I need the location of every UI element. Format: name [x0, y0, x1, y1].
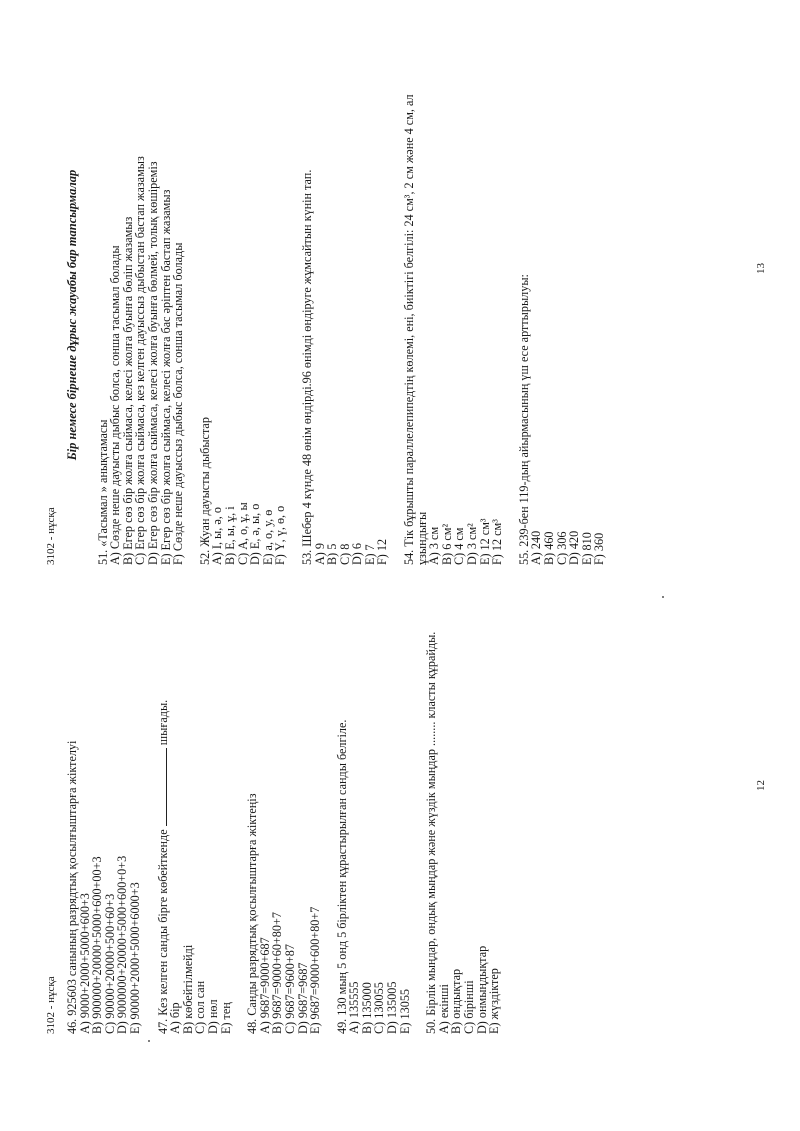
- answer-option: B) 900000+20000+5000+600+00+3: [90, 856, 105, 1034]
- page-header: 3102 - нұсқа: [45, 507, 57, 565]
- answer-option: D) 9000000+20000+5000+600+0+3: [115, 855, 130, 1034]
- answer-option: E) Егер сөз бір жолға сыймаса, келесі жолға бас әріптен бастап жазамыз: [158, 189, 173, 565]
- fill-in-blank: [156, 748, 167, 826]
- question-50: [425, 584, 501, 1034]
- scan-speck: [662, 596, 664, 598]
- answer-option: A) 240: [529, 530, 544, 565]
- answer-option: D) онмыңдықтар: [474, 945, 489, 1034]
- answer-option: D) 6: [350, 542, 365, 565]
- question-47: [156, 584, 233, 1034]
- answer-option: E) 13055: [397, 988, 412, 1034]
- answer-option: D) 3 см²: [465, 523, 480, 565]
- answer-option: C) 9687=9600+87: [282, 944, 297, 1034]
- page-number: 13: [755, 263, 767, 274]
- question-48: [246, 584, 322, 1034]
- question-list: [66, 65, 620, 565]
- question-stem: 48. Санды разрядтық қосылғыштарға жіктеңіз: [245, 793, 260, 1034]
- answer-option: B) 9687=9000+60+80+7: [270, 912, 285, 1034]
- answer-option: E) тең: [218, 1002, 233, 1034]
- answer-option: A) 3 см: [427, 526, 442, 565]
- answer-option: B) 6 см²: [439, 523, 454, 565]
- question-52: [199, 65, 287, 565]
- answer-option: D) 9687=9687: [295, 962, 310, 1034]
- page-12: [0, 571, 800, 1131]
- question-stem: 49. 130 мың 5 онд 5 бірліктен құрастырылған санды белгіле.: [334, 719, 349, 1034]
- answer-option: A) 9: [312, 542, 327, 565]
- answer-option: E) 12 см³: [477, 518, 492, 565]
- answer-option: C) А, о, ұ, ы: [235, 502, 250, 565]
- question-list: [66, 584, 515, 1034]
- question-stem-end: шығады.: [155, 699, 170, 746]
- answer-option: D) 420: [567, 530, 582, 565]
- answer-option: C) 8: [337, 543, 352, 565]
- answer-option: A) І, ы, ә, о: [210, 507, 225, 565]
- answer-option: F) Сөзде неше дауыссыз дыбыс болса, сонша тасымал болады: [171, 242, 186, 565]
- scan-speck: [148, 1040, 150, 1042]
- answer-option: C) 90000+20000+500+60+3: [102, 893, 117, 1034]
- question-stem: 51. «Тасымал » анықтамасы: [95, 419, 110, 565]
- answer-option: A) бір: [168, 1002, 183, 1034]
- answer-option: E) 810: [579, 532, 594, 565]
- answer-option: A) екінші: [436, 984, 451, 1034]
- answer-option: C) 306: [554, 531, 569, 565]
- answer-option: D) Е, ә, ы, о: [248, 503, 263, 565]
- answer-option: D) 135005: [385, 981, 400, 1034]
- answer-option: A) 9000+2000+5000+600+3: [77, 893, 92, 1034]
- answer-option: D) Егер сөз бір жолға сыймаса, келесі жолға буынға бөлмей, толық көшіреміз: [145, 161, 160, 565]
- question-55: [518, 65, 606, 565]
- question-49: [336, 584, 412, 1034]
- answer-option: E) 7: [362, 544, 377, 565]
- answer-option: F) 12: [375, 538, 390, 565]
- question-stem: 53. Шебер 4 күнде 48 өнім өндірді.96 өнімді өндіруге жұмсайтын күнін тап.: [299, 169, 314, 565]
- page-header: 3102 - нұсқа: [45, 976, 57, 1034]
- question-stem: 46. 925603 санының разрядтық қосылғыштарға жіктелуі: [65, 740, 79, 1034]
- answer-option: C) сол сан: [193, 980, 208, 1034]
- answer-option: E) 9687=9000+600+80+7: [308, 906, 323, 1034]
- question-stem: [156, 584, 170, 1034]
- answer-option: D) нөл: [205, 999, 220, 1034]
- answer-option: A) 135555: [347, 981, 362, 1034]
- answer-option: B) көбейтілмейді: [180, 944, 195, 1034]
- answer-option: E) 90000+2000+5000+6000+3: [127, 882, 142, 1034]
- answer-option: A) 9687=9000+687: [257, 937, 272, 1034]
- question-stem: 54. Тік бұрышты параллелепипедтің көлемі, ені, биіктігі белгілі: 24 см³, 2 см және 4 см, ал ұзындығы: [402, 94, 429, 565]
- question-stem-start: 47. Кез келген санды бірге көбейткенде: [155, 829, 170, 1034]
- answer-option: B) 135000: [359, 982, 374, 1034]
- answer-option: B) Егер сөз бір жолға сыймаса, келесі жолға буынға бөліп жазамыз: [120, 216, 135, 565]
- answer-option: F) 360: [592, 532, 607, 565]
- section-title: Бір немесе бірнеше дұрыс жауабы бар тапсырмалар: [65, 169, 79, 461]
- answer-option: E) жүздіктер: [487, 968, 502, 1034]
- answer-option: B) 5: [325, 543, 340, 565]
- answer-option: F) Ү, ү, ө, о: [273, 505, 288, 565]
- question-54: [403, 65, 504, 565]
- answer-option: C) 4 см: [452, 527, 467, 565]
- answer-option: B) 460: [542, 531, 556, 565]
- question-stem: 50. Бірлік мыңдар, ондық мыңдар және жүздік мыңдар ........ класты құрайды.: [424, 631, 439, 1034]
- answer-option: B) Е, ы, ұ, і: [222, 506, 237, 565]
- question-51: [97, 65, 185, 565]
- answer-option: F) 12 см³: [490, 519, 505, 565]
- answer-option: C) Егер сөз бір жолға сыймаса, кез келген дауыссыз дыбыстан бастап жазамыз: [133, 156, 148, 565]
- question-46: [66, 584, 142, 1034]
- page-13: [0, 5, 800, 565]
- question-stem: 55. 239-бен 119-дың айырмасының үш есе арттырылуы:: [516, 274, 531, 565]
- answer-option: E) а, о, у, ө: [260, 509, 275, 565]
- answer-option: A) Сөзде неше дауысты дыбыс болса, сонша тасымал болады: [108, 245, 123, 565]
- answer-option: C) 130055: [372, 982, 387, 1034]
- page-number: 12: [755, 780, 767, 791]
- answer-option: C) бірінші: [462, 980, 477, 1034]
- question-53: [301, 65, 389, 565]
- answer-option: B) ондықтар: [449, 968, 464, 1034]
- question-stem: 52. Жуан дауысты дыбыстар: [197, 417, 212, 565]
